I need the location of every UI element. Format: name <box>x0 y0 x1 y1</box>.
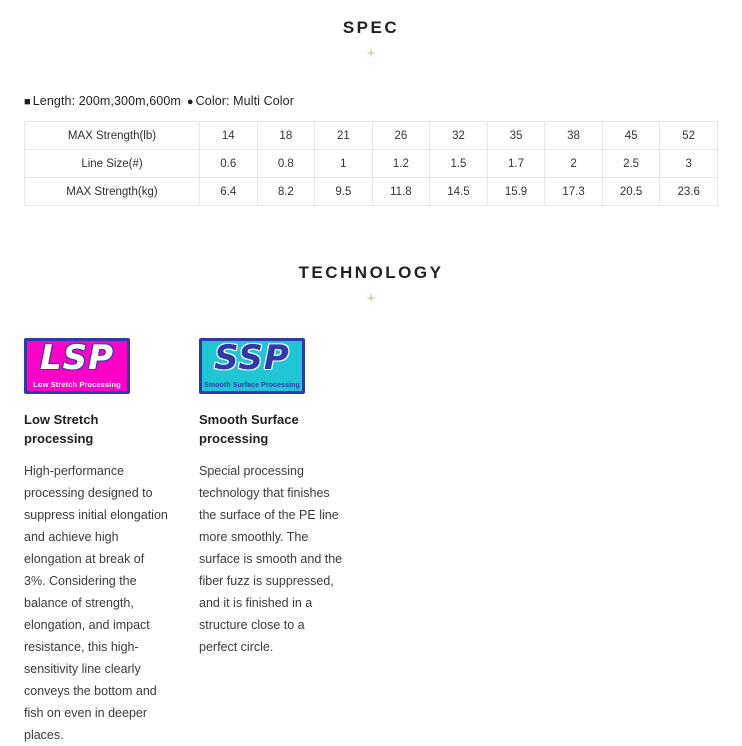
table-cell: 21 <box>315 122 373 150</box>
table-cell: 6.4 <box>200 178 258 206</box>
table-cell: 3 <box>660 150 718 178</box>
lsp-badge-icon <box>24 338 130 394</box>
lsp-heading: Low Stretch processing <box>24 412 99 446</box>
spec-meta-line <box>24 94 742 108</box>
spec-section-title: SPEC <box>342 18 400 37</box>
table-cell: 1 <box>315 150 373 178</box>
spec-divider-plus: + <box>366 45 376 62</box>
table-cell: 1.7 <box>487 150 545 178</box>
table-cell: 35 <box>487 122 545 150</box>
spec-table-wrapper <box>24 121 718 206</box>
table-cell: 9.5 <box>315 178 373 206</box>
table-cell: 1.5 <box>430 150 488 178</box>
table-cell: 20.5 <box>602 178 660 206</box>
lsp-badge-main-text: LSP <box>39 338 115 378</box>
table-row <box>25 178 718 206</box>
technology-items <box>24 338 742 746</box>
circle-bullet-icon: ● <box>186 96 194 108</box>
lsp-badge-sub-text: Low Stretch Processing <box>33 380 121 389</box>
spec-length-label: Length: 200m,300m,600m <box>32 94 181 108</box>
table-cell: 8.2 <box>257 178 315 206</box>
ssp-badge-sub-text: Smooth Surface Processing <box>204 382 300 389</box>
table-cell: 0.8 <box>257 150 315 178</box>
table-cell: 11.8 <box>372 178 430 206</box>
table-cell: 17.3 <box>545 178 603 206</box>
table-cell: 2 <box>545 150 603 178</box>
technology-item-ssp <box>199 338 344 746</box>
ssp-badge-main-text: SSP <box>214 338 290 378</box>
row-header: MAX Strength(lb) <box>25 122 200 150</box>
table-row <box>25 122 718 150</box>
table-cell: 23.6 <box>660 178 718 206</box>
lsp-body-text: High-performance processing designed to suppress initial elongation and achieve high elongation at break of 3%. Considering the balance of strength, elongation, and impact resistance, this high-sensitivity line clearly conveys the bottom and fish on even in deeper places. <box>24 464 168 742</box>
ssp-body-text: Special processing technology that finishes the surface of the PE line more smoothly. The surface is smooth and the fiber fuzz is suppressed, and it is finished in a structure close to a perfect circle. <box>199 464 343 654</box>
table-cell: 1.2 <box>372 150 430 178</box>
table-cell: 0.6 <box>200 150 258 178</box>
table-cell: 18 <box>257 122 315 150</box>
table-cell: 52 <box>660 122 718 150</box>
technology-item-lsp <box>24 338 169 746</box>
table-cell: 14 <box>200 122 258 150</box>
spec-table <box>24 121 718 206</box>
row-header: Line Size(#) <box>25 150 200 178</box>
square-bullet-icon: ■ <box>24 96 31 108</box>
table-cell: 45 <box>602 122 660 150</box>
spec-color-label: Color: Multi Color <box>195 94 294 108</box>
table-row <box>25 150 718 178</box>
table-cell: 15.9 <box>487 178 545 206</box>
ssp-heading: Smooth Surface processing <box>199 412 299 446</box>
table-cell: 32 <box>430 122 488 150</box>
table-cell: 26 <box>372 122 430 150</box>
row-header: MAX Strength(kg) <box>25 178 200 206</box>
technology-divider-plus: + <box>366 290 376 307</box>
table-cell: 38 <box>545 122 603 150</box>
table-cell: 14.5 <box>430 178 488 206</box>
technology-section-title: TECHNOLOGY <box>298 263 444 282</box>
table-cell: 2.5 <box>602 150 660 178</box>
ssp-badge-icon <box>199 338 305 394</box>
